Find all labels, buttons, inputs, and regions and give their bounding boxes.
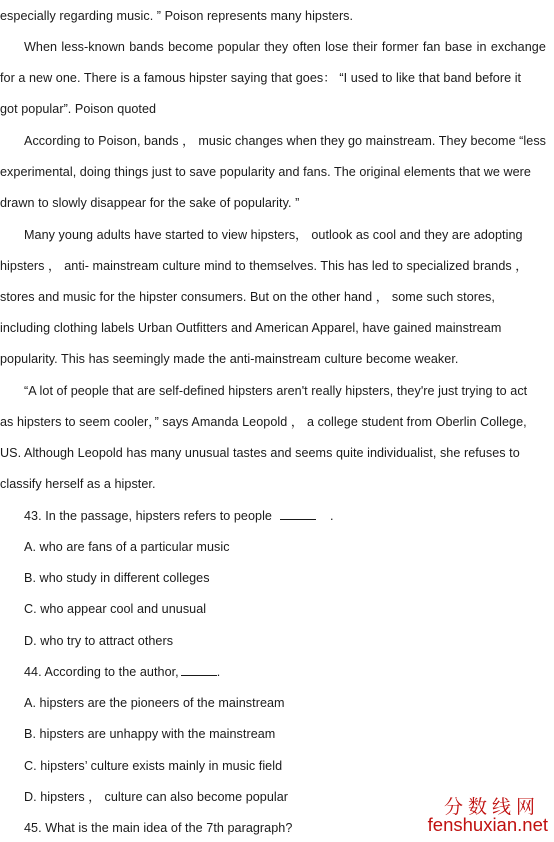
question-end: . xyxy=(329,509,334,523)
question-43-stem xyxy=(24,507,554,525)
word: in xyxy=(476,40,487,54)
watermark-url: fenshuxian.net xyxy=(427,814,548,835)
word: exchange xyxy=(490,40,546,54)
question-45-stem: 45. What is the main idea of the 7th paragraph? xyxy=(24,821,293,835)
passage-line: for a new one. There is a famous hipster saying that goes： “I used to like that band before it xyxy=(0,71,522,85)
passage-line: Many young adults have started to view hipsters， outlook as cool and they are adopting xyxy=(24,228,523,242)
option-a: A. hipsters are the pioneers of the mainstream xyxy=(24,696,285,710)
watermark-chinese: 分数线网 xyxy=(443,796,540,818)
passage-line: “A lot of people that are self-defined hipsters aren't really hipsters, they're just trying to act xyxy=(24,384,528,398)
option-a: A. who are fans of a particular music xyxy=(24,540,230,554)
passage-line: as hipsters to seem cooler，” says Amanda Leopold ， a college student from Oberlin College, xyxy=(0,415,527,429)
word: they xyxy=(264,40,289,54)
word: fan xyxy=(422,40,441,54)
passage-line: According to Poison, bands ， music changes when they go mainstream. They become “less xyxy=(24,134,547,148)
word: former xyxy=(381,40,419,54)
passage-line: hipsters ， anti- mainstream culture mind to themselves. This has led to specialized brands ， xyxy=(0,259,528,273)
word: bands xyxy=(129,40,164,54)
option-b: B. who study in different colleges xyxy=(24,571,210,585)
passage-line: US. Although Leopold has many unusual tastes and seems quite individualist, she refuses to xyxy=(0,446,520,460)
question-text: 43. In the passage, hipsters refers to people xyxy=(24,509,272,523)
answer-blank xyxy=(181,663,217,676)
option-b: B. hipsters are unhappy with the mainstream xyxy=(24,727,276,741)
word: base xyxy=(444,40,473,54)
question-end: . xyxy=(216,665,221,679)
passage-line: experimental, doing things just to save popularity and fans. The original elements that we were xyxy=(0,165,531,179)
passage-line: classify herself as a hipster. xyxy=(0,477,156,491)
passage-line xyxy=(24,38,546,56)
option-d: D. hipsters ， culture can also become popular xyxy=(24,790,289,804)
passage-line: drawn to slowly disappear for the sake of popularity. ” xyxy=(0,196,300,210)
word: often xyxy=(292,40,321,54)
question-44-stem xyxy=(24,663,554,681)
word: lose xyxy=(325,40,349,54)
option-d: D. who try to attract others xyxy=(24,634,174,648)
passage-line: stores and music for the hipster consumers. But on the other hand ， some such stores, xyxy=(0,290,495,304)
option-c: C. hipsters’ culture exists mainly in music field xyxy=(24,759,283,773)
passage-line: especially regarding music. ” Poison represents many hipsters. xyxy=(0,9,354,23)
word: their xyxy=(352,40,378,54)
word: popular xyxy=(217,40,260,54)
word: less-known xyxy=(61,40,125,54)
option-c: C. who appear cool and unusual xyxy=(24,602,207,616)
word: become xyxy=(168,40,214,54)
passage-line: got popular”. Poison quoted xyxy=(0,102,157,116)
answer-blank xyxy=(280,507,316,520)
word: When xyxy=(24,40,58,54)
passage-line: popularity. This has seemingly made the anti-mainstream culture become weaker. xyxy=(0,352,459,366)
question-text: 44. According to the author, xyxy=(24,665,179,679)
passage-line: including clothing labels Urban Outfitters and American Apparel, have gained mainstream xyxy=(0,321,502,335)
